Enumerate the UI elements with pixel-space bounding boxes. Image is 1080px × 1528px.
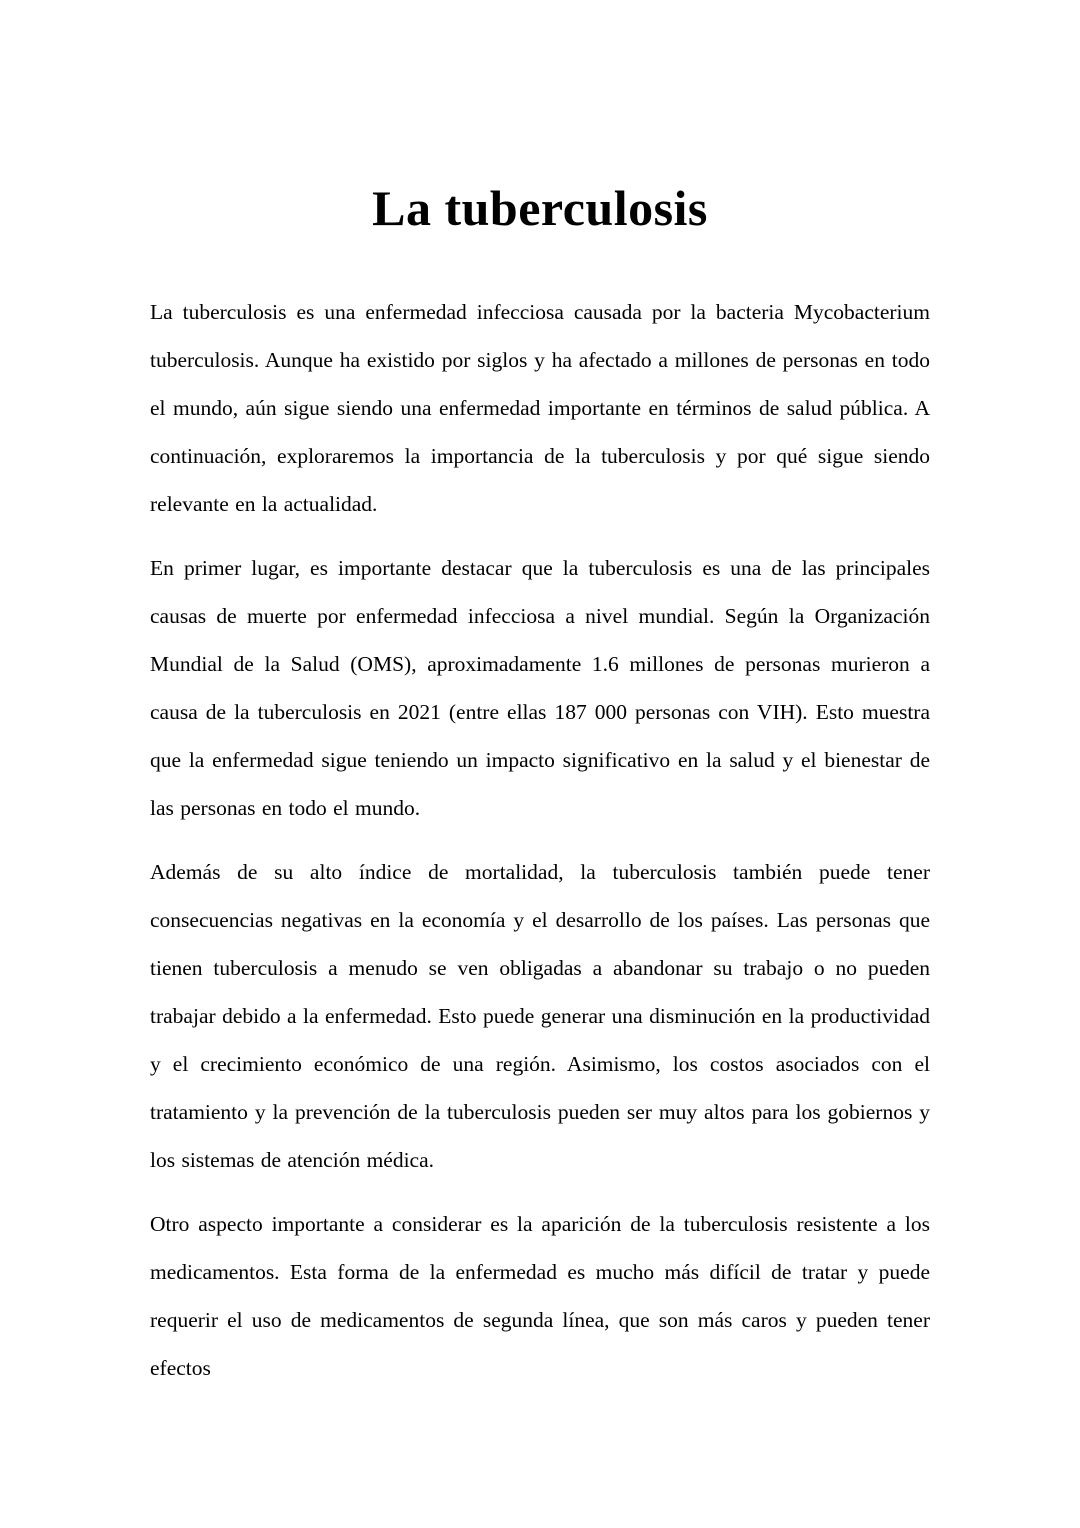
document-title: La tuberculosis bbox=[372, 180, 708, 236]
paragraph-mortality-stats: En primer lugar, es importante destacar que la tuberculosis es una de las principales causas de muerte por enfermedad infecciosa a nivel mundial. Según la Organización Mundial de la Salud (OMS), aproximadamente 1.6 millones de personas murieron a causa de la tuberculosis en 2021 (entre ellas 187 000 personas con VIH). Esto muestra que la enfermedad sigue teniendo un impacto significativo en la salud y el bienestar de las personas en todo el mundo. bbox=[150, 556, 930, 820]
paragraph-intro: La tuberculosis es una enfermedad infecciosa causada por la bacteria Mycobacterium tuberculosis. Aunque ha existido por siglos y ha afectado a millones de personas en todo el mundo, aún sigue siendo una enfermedad importante en términos de salud pública. A continuación, exploraremos la importancia de la tuberculosis y por qué sigue siendo relevante en la actualidad. bbox=[150, 300, 930, 516]
paragraph-drug-resistance: Otro aspecto importante a considerar es la aparición de la tuberculosis resistente a los medicamentos. Esta forma de la enfermedad es mucho más difícil de tratar y puede requerir el uso de medicamentos de segunda línea, que son más caros y pueden tener efectos bbox=[150, 1212, 930, 1380]
paragraph-economic-impact: Además de su alto índice de mortalidad, la tuberculosis también puede tener consecuencias negativas en la economía y el desarrollo de los países. Las personas que tienen tuberculosis a menudo se ven obligadas a abandonar su trabajo o no pueden trabajar debido a la enfermedad. Esto puede generar una disminución en la productividad y el crecimiento económico de una región. Asimismo, los costos asociados con el tratamiento y la prevención de la tuberculosis pueden ser muy altos para los gobiernos y los sistemas de atención médica. bbox=[150, 860, 930, 1172]
